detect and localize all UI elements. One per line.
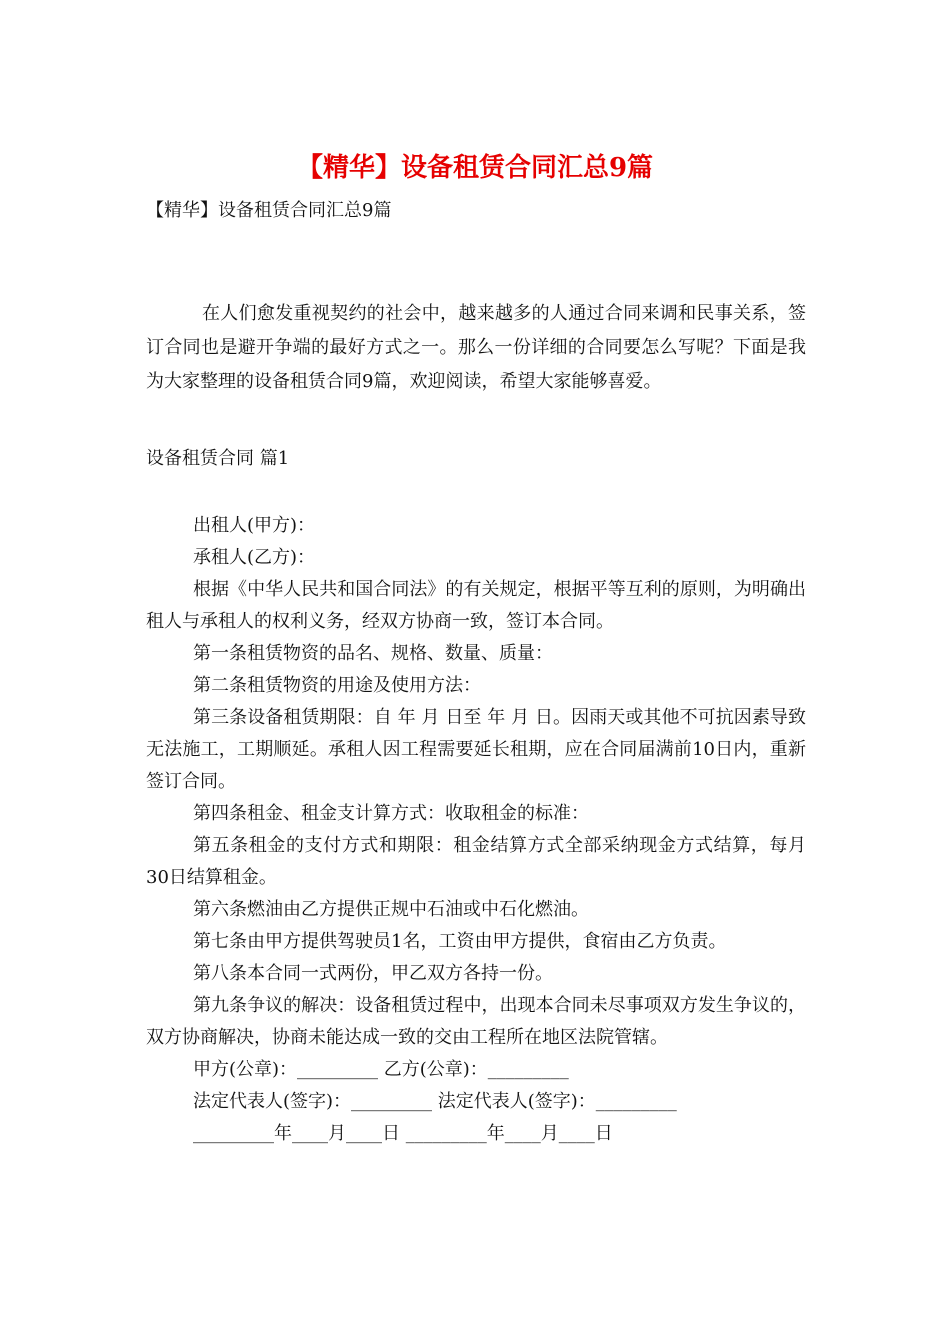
clause-article-1: 第一条租赁物资的品名、规格、数量、质量： [193, 643, 553, 664]
clause-article-5: 第五条租金的支付方式和期限：租金结算方式全部采纳现金方式结算，每月30日结算租金。 [146, 835, 806, 888]
contract-body [146, 510, 806, 1150]
signature-seal-line: 甲方(公章)：_________ 乙方(公章)：_________ [193, 1059, 569, 1080]
signature-date-line: _________年____月____日 _________年____月____日 [193, 1123, 613, 1144]
clause-lessee: 承租人(乙方)： [193, 547, 316, 568]
section-heading: 设备租赁合同 篇1 [146, 448, 290, 469]
clause-article-6: 第六条燃油由乙方提供正规中石油或中石化燃油。 [193, 899, 589, 920]
clause-article-2: 第二条租赁物资的用途及使用方法： [193, 675, 481, 696]
clause-article-9: 第九条争议的解决：设备租赁过程中，出现本合同未尽事项双方发生争议的，双方协商解决，协商未能达成一致的交由工程所在地区法院管辖。 [146, 995, 806, 1048]
signature-representative-line: 法定代表人(签字)：_________ 法定代表人(签字)：_________ [193, 1091, 677, 1112]
document-subtitle: 【精华】设备租赁合同汇总9篇 [146, 200, 392, 221]
clause-article-8: 第八条本合同一式两份，甲乙双方各持一份。 [193, 963, 553, 984]
clause-article-7: 第七条由甲方提供驾驶员1名，工资由甲方提供，食宿由乙方负责。 [193, 931, 727, 952]
clause-article-4: 第四条租金、租金支计算方式：收取租金的标准： [193, 803, 589, 824]
clause-article-3: 第三条设备租赁期限：自 年 月 日至 年 月 日。因雨天或其他不可抗因素导致无法施工，工期顺延。承租人因工程需要延长租期，应在合同届满前10日内，重新签订合同。 [146, 707, 806, 792]
clause-preamble: 根据《中华人民共和国合同法》的有关规定，根据平等互利的原则，为明确出租人与承租人的权利义务，经双方协商一致，签订本合同。 [146, 579, 806, 632]
clause-lessor: 出租人(甲方)： [193, 515, 316, 536]
intro-paragraph: 在人们愈发重视契约的社会中，越来越多的人通过合同来调和民事关系，签订合同也是避开争端的最好方式之一。那么一份详细的合同要怎么写呢？下面是我为大家整理的设备租赁合同9篇，欢迎阅读，希望大家能够喜爱。 [146, 303, 806, 392]
document-title: 【精华】设备租赁合同汇总9篇 [296, 153, 654, 183]
